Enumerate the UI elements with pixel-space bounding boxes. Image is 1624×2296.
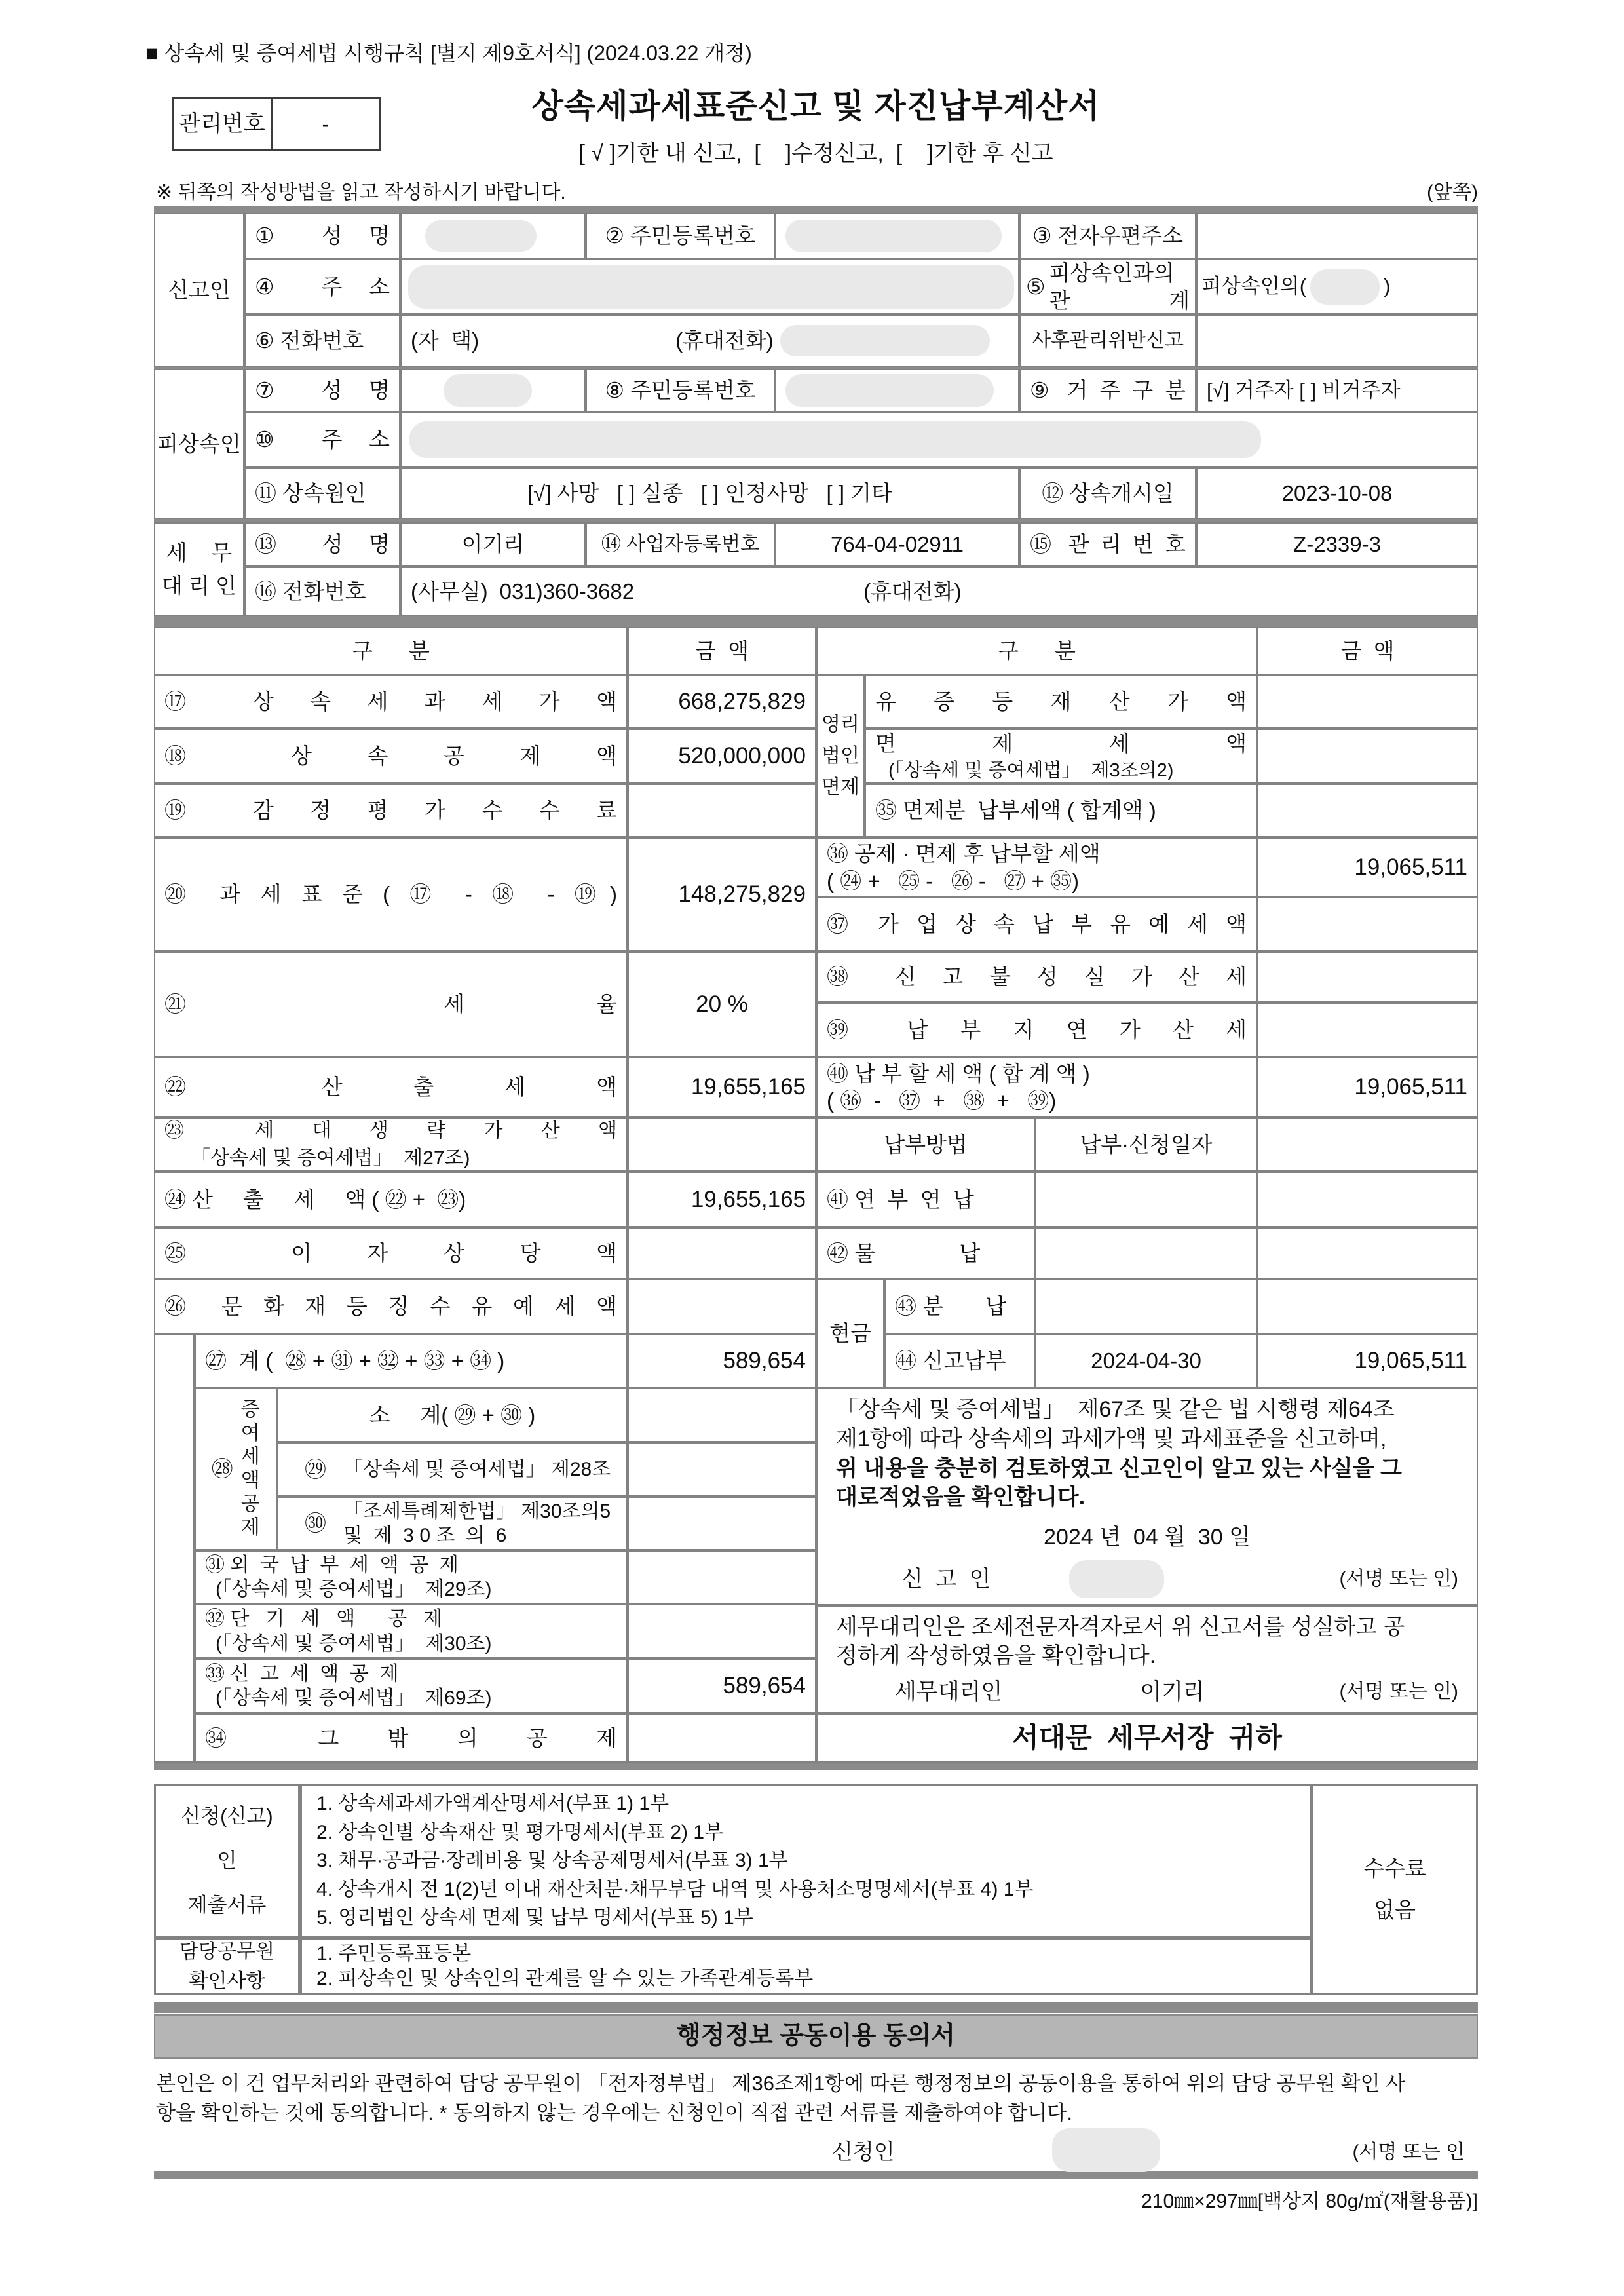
- row39-amount: [1257, 1003, 1478, 1057]
- row33-amount: 589,654: [628, 1658, 816, 1713]
- attachment-item: 1. 상속세과세가액계산명세서(부표 1) 1부: [316, 1793, 670, 1815]
- redacted-declarant-rrn: [785, 220, 1002, 252]
- row30-amount: [628, 1497, 816, 1550]
- bequest-property-value-label: 유 증 등 재 산 가 액: [865, 675, 1257, 729]
- payment-date-header: 납부·신청일자: [1035, 1117, 1257, 1172]
- row23-amount: [628, 1117, 816, 1172]
- redacted-decedent-address: [409, 421, 1261, 458]
- form-revision-note: ■ 상속세 및 증여세법 시행규칙 [별지 제9호서식] (2024.03.22 개정): [145, 41, 752, 65]
- row20-label: ⑳ 과 세 표 준 ( ⑰ - ⑱ - ⑲): [154, 837, 628, 951]
- row34-amount: [628, 1713, 816, 1763]
- group-corporate-exemption: 영리 법인 면제: [816, 675, 865, 837]
- row30-label: ㉚ 「조세특례제한법」 제30조의5 및 제 3 0 조 의 6: [277, 1497, 628, 1550]
- row34-label: ㉞ 그 밖 의 공 제: [195, 1713, 628, 1763]
- group-label-decedent: 피상속인: [154, 369, 244, 519]
- official-check-item: 1. 주민등록표등본: [316, 1943, 472, 1964]
- consent-title: 행정정보 공동이용 동의서: [154, 2014, 1478, 2059]
- redacted-consent-signature: [1052, 2128, 1160, 2172]
- row17-amount: 668,275,829: [628, 675, 816, 729]
- row18-label: ⑱ 상 속 공 제 액: [154, 729, 628, 784]
- redacted-declarant-address: [408, 265, 1014, 309]
- decedent-rrn-label: ⑧ 주민등록번호: [586, 369, 775, 412]
- declarant-rrn-label: ② 주민등록번호: [586, 213, 775, 259]
- payment-header-amount-cell: [1257, 1117, 1478, 1172]
- applicant-documents-list: [300, 1784, 1312, 1938]
- decedent-name-label: ⑦ 성 명: [244, 369, 400, 412]
- row36-label: ㊱ 공제 · 면제 후 납부할 세액 ( ㉔ + ㉕ - ㉖ - ㉗ + ㉟): [816, 837, 1257, 897]
- declarant-phone-label: ⑥ 전화번호: [244, 315, 400, 367]
- redacted-decedent-name: [444, 374, 532, 407]
- row37-label: ㊲ 가 업 상 속 납 부 유 예 세 액: [816, 897, 1257, 951]
- attachment-item: 2. 상속인별 상속재산 및 평가명세서(부표 2) 1부: [316, 1821, 724, 1843]
- indent-strip: [154, 1334, 195, 1763]
- recipient-tax-office: 서대문 세무서장 귀하: [816, 1713, 1478, 1763]
- attachment-item: 5. 영리법인 상속세 면제 및 납부 명세서(부표 5) 1부: [316, 1907, 753, 1929]
- row40-label: ㊵ 납 부 할 세 액 ( 합 계 액 ) ( ㊱ - ㊲ + ㊳ + ㊴): [816, 1057, 1257, 1117]
- inheritance-open-date-value: 2023-10-08: [1196, 467, 1478, 519]
- row41-label: ㊶ 연 부 연 납: [816, 1172, 1035, 1227]
- group28-gift-tax-credit: ㉘ 증여세액공제: [195, 1388, 277, 1550]
- declarant-relation-value: 피상속인의( ): [1196, 259, 1478, 315]
- row19-amount: [628, 784, 816, 837]
- agent-name-value: 이기리: [400, 522, 586, 567]
- row25-amount: [628, 1227, 816, 1279]
- row33-label: ㉝ 신 고 세 액 공 제 (「상속세 및 증여세법」 제69조): [195, 1658, 628, 1713]
- row22-label: ㉒ 산 출 세 액: [154, 1057, 628, 1117]
- agent-name-label: ⑬ 성 명: [244, 522, 400, 567]
- agent-management-number-label: ⑮ 관 리 번 호: [1019, 522, 1196, 567]
- row38-label: ㊳ 신 고 불 성 실 가 산 세: [816, 951, 1257, 1003]
- official-check-label: 담당공무원 확인사항: [154, 1938, 300, 1995]
- declarant-address-label: ④ 주 소: [244, 259, 400, 315]
- redacted-declarant-mobile: [780, 325, 990, 356]
- row43-label: ㊸ 분 납: [884, 1279, 1035, 1334]
- row39-label: ㊴ 납 부 지 연 가 산 세: [816, 1003, 1257, 1057]
- agent-business-number-label: ⑭ 사업자등록번호: [586, 522, 775, 567]
- row36-amount: 19,065,511: [1257, 837, 1478, 897]
- row27-amount: 589,654: [628, 1334, 816, 1388]
- agent-phone-value: (사무실) 031)360-3682 (휴대전화): [400, 567, 1478, 616]
- separator-attachments-bottom: [154, 2002, 1478, 2013]
- consent-signature-row: 신청인 (서명 또는 인: [154, 2124, 1478, 2175]
- consent-body: 본인은 이 건 업무처리와 관련하여 담당 공무원이 「전자정부법」 제36조제1항에 따른 행정정보의 공동이용을 통하여 위의 담당 공무원 확인 사 항을 확인하는 것에 동의합니다. * 동의하지 않는 경우에는 신청인이 직접 관련 서류를 제출하여야 합니다.: [156, 2072, 1406, 2124]
- management-number-value: -: [271, 97, 381, 151]
- row28-amount: [628, 1388, 816, 1442]
- post-management-report-label: 사후관리위반신고: [1019, 315, 1196, 367]
- row18-amount: 520,000,000: [628, 729, 816, 784]
- redacted-declarant-name: [425, 220, 537, 252]
- fee-cell: 수수료 없음: [1312, 1784, 1478, 1995]
- page-title: 상속세과세표준신고 및 자진납부계산서: [531, 88, 1101, 124]
- row35-label: ㉟ 면제분 납부세액 ( 합계액 ): [865, 784, 1257, 837]
- declarant-name-label: ① 성 명: [244, 213, 400, 259]
- declarant-email-value: [1196, 213, 1478, 259]
- row41-date: [1035, 1172, 1257, 1227]
- inheritance-cause-value: [√] 사망 [ ] 실종 [ ] 인정사망 [ ] 기타: [400, 467, 1019, 519]
- management-number-label: 관리번호: [172, 97, 273, 151]
- row40-amount: 19,065,511: [1257, 1057, 1478, 1117]
- group-label-declarant: 신고인: [154, 213, 244, 367]
- bequest-property-value-amount: [1257, 675, 1478, 729]
- declaration-statement: 「상속세 및 증여세법」 제67조 및 같은 법 시행령 제64조 제1항에 따라 상속세의 과세가액 및 과세표준을 신고하며, 위 내용을 충분히 검토하였고 신고인이 알고 있는 사실을 그 대로적었음을 확인합니다. 2024 년 04 월 30 일 신 고 인 (서명 또는 인): [816, 1388, 1478, 1605]
- instruction-note: ※ 뒤쪽의 작성방법을 읽고 작성하시기 바랍니다.: [156, 182, 566, 203]
- declarant-rrn-value: [775, 213, 1019, 259]
- agent-signature-row: 세무대리인 이기리 (서명 또는 인): [895, 1679, 1458, 1704]
- right-header-amount: 금 액: [1257, 627, 1478, 675]
- row31-label: ㉛ 외 국 납 부 세 액 공 제 (「상속세 및 증여세법」 제29조): [195, 1550, 628, 1604]
- row44-amount: 19,065,511: [1257, 1334, 1478, 1388]
- agent-business-number-value: 764-04-02911: [775, 522, 1019, 567]
- official-check-item: 2. 피상속인 및 상속인의 관계를 알 수 있는 가족관계등록부: [316, 1967, 814, 1989]
- group-cash: 현금: [816, 1279, 884, 1388]
- declaration-date: 2024 년 04 월 30 일: [1044, 1525, 1251, 1550]
- decedent-residency-value: [√] 거주자 [ ] 비거주자: [1196, 369, 1478, 412]
- row31-amount: [628, 1550, 816, 1604]
- row25-label: ㉕ 이 자 상 당 액: [154, 1227, 628, 1279]
- row41-amount: [1257, 1172, 1478, 1227]
- redacted-declarant-relation: [1310, 269, 1380, 305]
- filing-type-checkboxes: [ √ ]기한 내 신고, [ ]수정신고, [ ]기한 후 신고: [578, 141, 1053, 166]
- row42-date: [1035, 1227, 1257, 1279]
- row28-subtotal-label: 소 계( ㉙ + ㉚ ): [277, 1388, 628, 1442]
- right-header-category: 구 분: [816, 627, 1257, 675]
- row44-date: 2024-04-30: [1035, 1334, 1257, 1388]
- separator-calc-bottom: [154, 1761, 1478, 1770]
- declarant-name-value: [400, 213, 586, 259]
- front-side-note: (앞쪽): [1427, 182, 1478, 203]
- decedent-rrn-value: [775, 369, 1019, 412]
- group-label-tax-agent: 세 무 대 리 인: [154, 522, 244, 616]
- row21-rate: 20 %: [628, 951, 816, 1057]
- agent-statement: 세무대리인은 조세전문자격자로서 위 신고서를 성실하고 공 정하게 작성하였음을 확인합니다. 세무대리인 이기리 (서명 또는 인): [816, 1605, 1478, 1713]
- paper-spec: 210㎜×297㎜[백상지 80g/㎡(재활용품)]: [1141, 2191, 1478, 2212]
- agent-management-number-value: Z-2339-3: [1196, 522, 1478, 567]
- row22-amount: 19,655,165: [628, 1057, 816, 1117]
- row26-amount: [628, 1279, 816, 1334]
- row38-amount: [1257, 951, 1478, 1003]
- declarant-address-value: [400, 259, 1019, 315]
- decedent-residency-label: ⑨ 거 주 구 분: [1019, 369, 1196, 412]
- row35-amount: [1257, 784, 1478, 837]
- row21-label: ㉑ 세 율: [154, 951, 628, 1057]
- redacted-declarant-signature: [1069, 1560, 1164, 1598]
- row24-label: ㉔ 산 출 세 액 ( ㉒ + ㉓): [154, 1172, 628, 1227]
- row42-label: ㊷ 물 납: [816, 1227, 1035, 1279]
- left-header-amount: 금 액: [628, 627, 816, 675]
- agent-phone-label: ⑯ 전화번호: [244, 567, 400, 616]
- exempt-tax-label: 면 제 세 액 (「상속세 및 증여세법」 제3조의2): [865, 729, 1257, 784]
- row24-amount: 19,655,165: [628, 1172, 816, 1227]
- decedent-address-label: ⑩ 주 소: [244, 412, 400, 467]
- row32-label: ㉜ 단 기 세 액 공 제 (「상속세 및 증여세법」 제30조): [195, 1604, 628, 1658]
- row29-label: ㉙ 「상속세 및 증여세법」 제28조: [277, 1442, 628, 1497]
- row43-date: [1035, 1279, 1257, 1334]
- row19-label: ⑲ 감 정 평 가 수 수 료: [154, 784, 628, 837]
- exempt-tax-amount: [1257, 729, 1478, 784]
- row23-label: ㉓ 세 대 생 략 가 산 액 「상속세 및 증여세법」 제27조): [154, 1117, 628, 1172]
- attachment-item: 3. 채무·공과금·장례비용 및 상속공제명세서(부표 3) 1부: [316, 1850, 788, 1872]
- redacted-decedent-rrn: [785, 374, 994, 407]
- row32-amount: [628, 1604, 816, 1658]
- row42-amount: [1257, 1227, 1478, 1279]
- declarant-phone-value: (자 택) (휴대전화): [400, 315, 1019, 367]
- declarant-signature-row: 신 고 인 (서명 또는 인): [836, 1560, 1458, 1598]
- row20-amount: 148,275,829: [628, 837, 816, 951]
- payment-method-header: 납부방법: [816, 1117, 1035, 1172]
- attachment-item: 4. 상속개시 전 1(2)년 이내 재산처분·채무부담 내역 및 사용처소명명세서(부표 4) 1부: [316, 1878, 1034, 1900]
- left-header-category: 구 분: [154, 627, 628, 675]
- applicant-documents-label: 신청(신고) 인 제출서류: [154, 1784, 300, 1938]
- row17-label: ⑰ 상 속 세 과 세 가 액: [154, 675, 628, 729]
- row27-label: ㉗ 계 ( ㉘ + ㉛ + ㉜ + ㉝ + ㉞ ): [195, 1334, 628, 1388]
- inheritance-open-date-label: ⑫ 상속개시일: [1019, 467, 1196, 519]
- row37-amount: [1257, 897, 1478, 951]
- declarant-email-label: ③ 전자우편주소: [1019, 213, 1196, 259]
- inheritance-cause-label: ⑪ 상속원인: [244, 467, 400, 519]
- decedent-name-value: [400, 369, 586, 412]
- row29-amount: [628, 1442, 816, 1497]
- declarant-relation-label: ⑤ 피상속인과의 관 계: [1019, 259, 1196, 315]
- row43-amount: [1257, 1279, 1478, 1334]
- official-check-list: [300, 1938, 1312, 1995]
- row26-label: ㉖ 문 화 재 등 징 수 유 예 세 액: [154, 1279, 628, 1334]
- row44-label: ㊹ 신고납부: [884, 1334, 1035, 1388]
- post-management-report-value: [1196, 315, 1478, 367]
- decedent-address-value: [400, 412, 1478, 467]
